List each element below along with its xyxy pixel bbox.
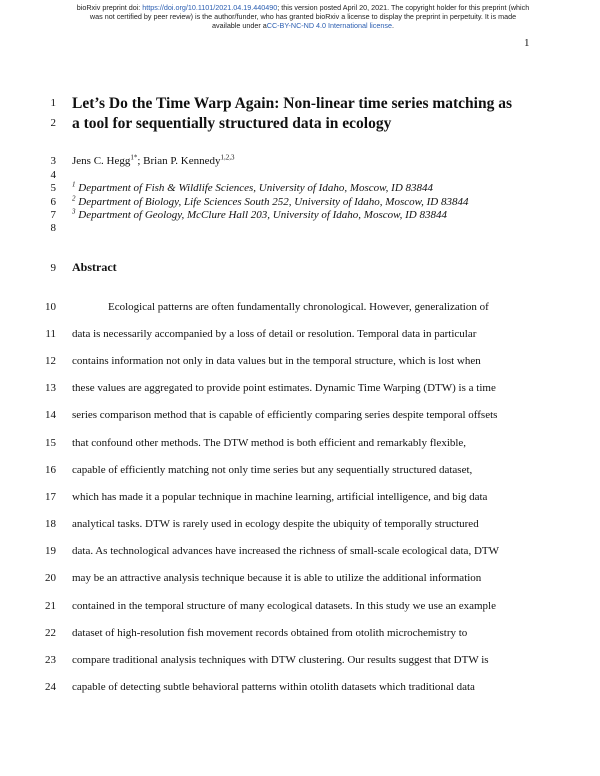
paper-title-line1: Let’s Do the Time Warp Again: Non-linear time series matching as	[72, 95, 513, 112]
abstract-line: these values are aggregated to provide point estimates. Dynamic Time Warping (DTW) is a time	[72, 382, 496, 394]
author-separator: ;	[137, 155, 144, 167]
line-number: 22	[45, 627, 56, 639]
author-list	[72, 155, 234, 167]
line-number: 14	[45, 409, 56, 421]
line-number: 13	[45, 382, 56, 394]
line-number: 3	[50, 155, 56, 167]
author-name: Jens C. Hegg	[72, 155, 131, 167]
affiliation	[72, 196, 469, 208]
line-number: 9	[50, 262, 56, 274]
abstract-line: which has made it a popular technique in machine learning, artificial intelligence, and big data	[72, 491, 488, 503]
preprint-notice-line3	[28, 21, 578, 30]
affiliation-text: Department of Geology, McClure Hall 203, University of Idaho, Moscow, ID 83844	[78, 209, 448, 221]
line-number: 24	[45, 681, 56, 693]
abstract-line: dataset of high-resolution fish movement records obtained from otolith microchemistry to	[72, 627, 468, 639]
abstract-line: Ecological patterns are often fundamentally chronological. However, generalization of	[108, 301, 489, 313]
abstract-line: data is necessarily accompanied by a loss of detail or resolution. Temporal data in particular	[72, 328, 477, 340]
license-link[interactable]: CC-BY-NC-ND 4.0 International license	[266, 21, 392, 31]
affiliation	[72, 182, 433, 194]
affiliation-marker: 2	[72, 194, 76, 203]
license-prefix: available under a	[212, 21, 267, 31]
affiliation-marker: 3	[72, 207, 76, 216]
line-number: 5	[50, 182, 56, 194]
line-number: 8	[50, 222, 56, 234]
abstract-line: analytical tasks. DTW is rarely used in ecology despite the ubiquity of temporally structured	[72, 518, 479, 530]
notice-prefix: bioRxiv preprint doi:	[76, 3, 143, 12]
page-number: 1	[524, 37, 530, 49]
affiliation-text: Department of Biology, Life Sciences South 252, University of Idaho, Moscow, ID 83844	[78, 196, 469, 208]
affiliation	[72, 209, 447, 221]
abstract-line: compare traditional analysis techniques with DTW clustering. Our results suggest that DTW is	[72, 654, 489, 666]
doi-link[interactable]: https://doi.org/10.1101/2021.04.19.440490	[142, 3, 278, 12]
line-number: 18	[45, 518, 56, 530]
line-number: 20	[45, 572, 56, 584]
preprint-notice-line2: was not certified by peer review) is the author/funder, who has granted bioRxiv a license to display the preprint in perpetuity. It is made	[89, 12, 517, 22]
abstract-heading: Abstract	[72, 260, 117, 274]
author-name: Brian P. Kennedy	[143, 155, 221, 167]
line-number: 23	[45, 654, 56, 666]
line-number: 11	[45, 328, 56, 340]
line-number: 19	[45, 545, 56, 557]
preprint-notice-line1	[28, 3, 578, 12]
line-number: 4	[50, 169, 56, 181]
abstract-line: capable of efficiently matching not only time series but any sequentially structured dataset,	[72, 464, 473, 476]
line-number: 12	[45, 355, 56, 367]
line-number: 2	[50, 117, 56, 129]
line-number: 15	[45, 437, 56, 449]
line-number: 21	[45, 600, 56, 612]
abstract-line: data. As technological advances have increased the richness of small-scale ecological data, DTW	[72, 545, 499, 557]
line-number: 6	[50, 196, 56, 208]
line-number: 7	[50, 209, 56, 221]
abstract-line: contained in the temporal structure of many ecological datasets. In this study we use an example	[72, 600, 496, 612]
abstract-line: may be an attractive analysis technique because it is able to utilize the additional information	[72, 572, 482, 584]
line-number: 1	[50, 97, 56, 109]
affiliation-marker: 1	[72, 180, 76, 189]
affiliation-text: Department of Fish & Wildlife Sciences, University of Idaho, Moscow, ID 83844	[78, 182, 434, 194]
abstract-line: that confound other methods. The DTW method is both efficient and remarkably flexible,	[72, 437, 467, 449]
license-suffix: .	[391, 21, 394, 31]
line-number: 17	[45, 491, 56, 503]
abstract-line: contains information not only in data values but in the temporal structure, which is lost when	[72, 355, 481, 367]
preprint-notice	[28, 3, 578, 31]
author-affiliation-marker: 1,2,3	[220, 153, 235, 162]
paper-title-line2: a tool for sequentially structured data in ecology	[72, 115, 392, 132]
abstract-line: capable of detecting subtle behavioral patterns within otolith datasets which traditional data	[72, 681, 475, 693]
line-number: 10	[45, 301, 56, 313]
author-affiliation-marker: 1*	[130, 153, 138, 162]
abstract-line: series comparison method that is capable of efficiently comparing series despite temporal offsets	[72, 409, 498, 421]
notice-suffix: ; this version posted April 20, 2021. The copyright holder for this preprint (which	[277, 3, 530, 12]
line-number: 16	[45, 464, 56, 476]
